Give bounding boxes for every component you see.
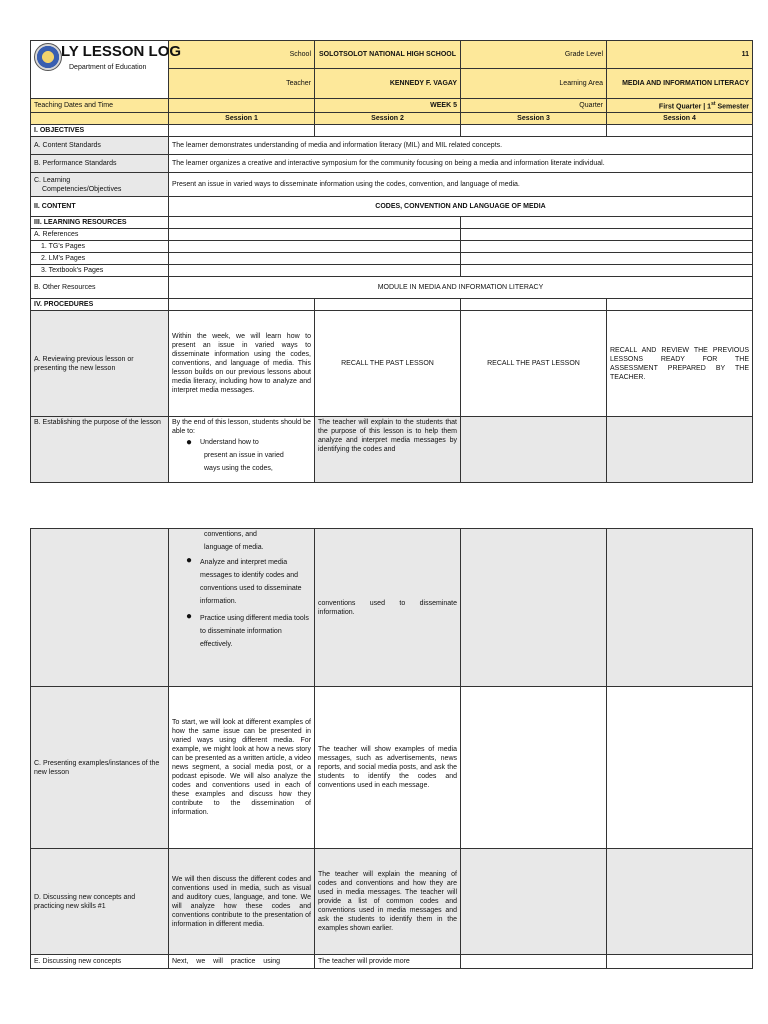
page-title: LY LESSON LOG [61, 43, 182, 60]
procedure-e-session-1: Next, we will practice using [169, 955, 315, 969]
procedure-c-session-2: The teacher will show examples of media messages, such as advertisements, news reports, and social media posts, and ask the students to identify the codes and conventions used in each message. [315, 687, 461, 849]
session-4-header: Session 4 [607, 113, 753, 125]
tg-pages-label: 1. TG's Pages [31, 241, 169, 253]
learning-area-value: MEDIA AND INFORMATION LITERACY [607, 69, 753, 99]
bullet-dot-icon: ● [186, 611, 193, 622]
textbook-pages-label: 3. Textbook's Pages [31, 265, 169, 277]
procedure-b-label: B. Establishing the purpose of the lesson [31, 417, 169, 483]
other-resources-label: B. Other Resources [31, 277, 169, 299]
learning-competencies-text: Present an issue in varied ways to disseminate information using the codes, convention, and language of media. [169, 173, 753, 197]
procedure-e-label: E. Discussing new concepts [31, 955, 169, 969]
list-item: ● Practice using different media tools to disseminate information effectively. [186, 611, 309, 648]
session-1-header: Session 1 [169, 113, 315, 125]
session-2-header: Session 2 [315, 113, 461, 125]
deped-seal-icon [34, 43, 62, 71]
content-standards-text: The learner demonstrates understanding of media and information literacy (MIL) and MIL related concepts. [169, 137, 753, 155]
content-text: CODES, CONVENTION AND LANGUAGE OF MEDIA [169, 197, 753, 217]
bullet-dot-icon: ● [186, 437, 193, 449]
procedure-d-session-1: We will then discuss the different codes and conventions used in media, such as visual and auditory cues, language, and tone. We will analyze how these codes and conventions contribute to the presentation of information in different media. [169, 849, 315, 955]
lesson-log-table-1 [30, 40, 753, 483]
teacher-label: Teacher [169, 69, 315, 99]
school-label: School [169, 41, 315, 69]
references-label: A. References [31, 229, 169, 241]
procedure-c-session-1: To start, we will look at different examples of how the same issue can be presented in varied ways using different media. For example, we might look at how a news story can be presented as a written article, a video news segment, a social media post, or a podcast episode. We will also analyze the codes and conventions used in each of these examples and discuss how they contribute to the dissemination of information. [169, 687, 315, 849]
procedure-d-label: D. Discussing new concepts and practicing new skills #1 [31, 849, 169, 955]
procedure-d-session-2: The teacher will explain the meaning of codes and conventions and how they are used in media messages. The teacher will provide a list of common codes and conventions used in media messages and ask the students to identify them in the examples shown earlier. [315, 849, 461, 955]
quarter-value: First Quarter | 1st Semester [607, 99, 753, 113]
performance-standards-text: The learner organizes a creative and interactive symposium for the community focusing on being a media and information literate individual. [169, 155, 753, 173]
procedure-e-session-2: The teacher will provide more [315, 955, 461, 969]
objectives-heading: I. OBJECTIVES [31, 125, 169, 137]
quarter-label: Quarter [461, 99, 607, 113]
header-logo-cell [31, 41, 182, 99]
lesson-log-page-2 [30, 528, 752, 969]
lesson-log-table-2 [30, 528, 753, 969]
grade-level-label: Grade Level [461, 41, 607, 69]
procedure-a-session-3: RECALL THE PAST LESSON [461, 311, 607, 417]
teaching-dates-value: WEEK 5 [315, 99, 461, 113]
content-standards-label: A. Content Standards [31, 137, 169, 155]
procedure-a-label: A. Reviewing previous lesson or presenting the new lesson [31, 311, 169, 417]
lm-pages-label: 2. LM's Pages [31, 253, 169, 265]
list-item: ● Analyze and interpret media messages to identify codes and conventions used to disseminate information. [186, 555, 302, 605]
procedures-heading: IV. PROCEDURES [31, 299, 169, 311]
lesson-log-page-1 [30, 40, 752, 483]
performance-standards-label: B. Performance Standards [31, 155, 169, 173]
school-value: SOLOTSOLOT NATIONAL HIGH SCHOOL [315, 41, 461, 69]
procedure-a-session-1: Within the week, we will learn how to present an issue in varied ways to disseminate information using the codes, conventions, and language of media. This lesson builds on our previous lessons about media literacy, including how to analyze and interpret media messages. [169, 311, 315, 417]
list-item: ● Understand how to [186, 437, 259, 449]
teacher-value: KENNEDY F. VAGAY [315, 69, 461, 99]
learning-competencies-label: C. Learning Competencies/Objectives [31, 173, 169, 197]
content-heading: II. CONTENT [31, 197, 169, 217]
procedure-b-session-2-continued: conventions used to disseminate information. [315, 529, 461, 687]
other-resources-text: MODULE IN MEDIA AND INFORMATION LITERACY [169, 277, 753, 299]
procedure-b-session-2: The teacher will explain to the students that the purpose of this lesson is to help them analyze and interpret media messages by identifying the codes and [315, 417, 461, 483]
bullet-dot-icon: ● [186, 555, 193, 566]
procedure-b-session-1: By the end of this lesson, students should be able to: ● Understand how to present an issue in varied ways using the codes, [169, 417, 315, 483]
grade-level-value: 11 [607, 41, 753, 69]
learning-area-label: Learning Area [461, 69, 607, 99]
department-name: Department of Education [69, 64, 147, 71]
procedure-c-label: C. Presenting examples/instances of the new lesson [31, 687, 169, 849]
procedure-b-session-1-continued: conventions, and language of media. ● Analyze and interpret media messages to identify codes and conventions used to disseminate information. ● Practice using different media tools to disseminate information effectively. [169, 529, 315, 687]
teaching-dates-label: Teaching Dates and Time [31, 99, 169, 113]
procedure-a-session-4: RECALL AND REVIEW THE PREVIOUS LESSONS READY FOR THE ASSESSMENT PREPARED BY THE TEACHER. [607, 311, 753, 417]
session-3-header: Session 3 [461, 113, 607, 125]
procedure-a-session-2: RECALL THE PAST LESSON [315, 311, 461, 417]
learning-resources-heading: III. LEARNING RESOURCES [31, 217, 169, 229]
